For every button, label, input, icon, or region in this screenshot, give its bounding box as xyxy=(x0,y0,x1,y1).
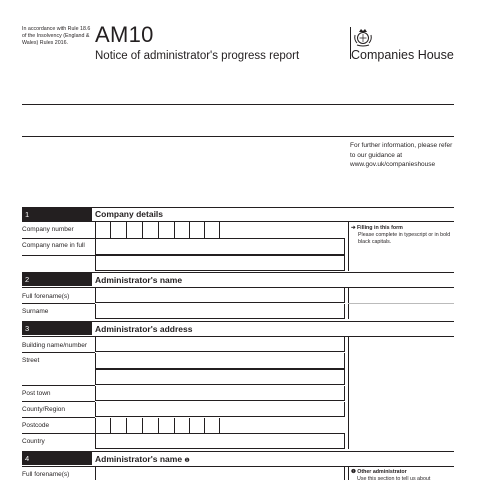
further-information: For further information, please refer to our guidance at www.gov.uk/companieshouse xyxy=(350,142,453,168)
field-label: Company number xyxy=(22,226,74,233)
hint-rule xyxy=(348,303,454,304)
section-number: 3 xyxy=(22,322,92,335)
post-town-input[interactable] xyxy=(95,386,345,401)
company-number-input[interactable] xyxy=(95,222,220,238)
hint-heading: Filling in this form xyxy=(356,225,403,231)
header-rule xyxy=(22,104,454,105)
other-admin-hint xyxy=(351,469,453,480)
field-label: Post town xyxy=(22,390,51,397)
brand-name: Companies House xyxy=(351,48,454,62)
form-code: AM10 xyxy=(95,22,154,47)
note-marker-icon: ❶ xyxy=(351,469,356,475)
admin2-forename-input[interactable] xyxy=(95,467,345,480)
hint-heading: Other administrator xyxy=(357,469,407,475)
field-label: Country xyxy=(22,438,45,445)
field-label: Street xyxy=(22,357,40,364)
field-label: Full forename(s) xyxy=(22,293,70,300)
field-label: Postcode xyxy=(22,422,50,429)
royal-crest-icon xyxy=(352,26,374,48)
section-rule xyxy=(22,221,454,222)
section-number: 1 xyxy=(22,208,92,221)
field-label: Company name in full xyxy=(22,242,85,249)
form-title: Notice of administrator's progress report xyxy=(95,50,300,62)
field-label: Surname xyxy=(22,308,49,315)
header-rule xyxy=(22,136,454,137)
hint-divider xyxy=(348,467,349,480)
hint-body: Use this section to tell us about xyxy=(357,475,431,480)
building-input[interactable] xyxy=(95,337,345,352)
surname-input[interactable] xyxy=(95,304,345,319)
county-input[interactable] xyxy=(95,402,345,417)
postcode-input[interactable] xyxy=(95,418,220,433)
field-label: Full forename(s) xyxy=(22,471,70,478)
company-name-input[interactable] xyxy=(95,239,345,255)
field-rule xyxy=(22,385,95,386)
street-input-line2[interactable] xyxy=(95,369,345,385)
section-title: Company details xyxy=(95,209,164,219)
country-input[interactable] xyxy=(95,434,345,449)
field-rule xyxy=(22,417,95,418)
section-number: 4 xyxy=(22,452,92,465)
field-label: County/Region xyxy=(22,406,65,413)
field-label: Building name/number xyxy=(22,342,88,349)
field-rule xyxy=(22,255,95,256)
arrow-right-icon: ➔ xyxy=(351,225,356,231)
street-input[interactable] xyxy=(95,353,345,369)
legal-reference: In accordance with Rule 18.6 of the Insolvency (England & Wales) Rules 2016. xyxy=(22,26,91,46)
hint-divider xyxy=(348,337,349,449)
section-number: 2 xyxy=(22,273,92,286)
note-marker-icon: ❶ xyxy=(184,458,190,464)
section-title xyxy=(95,454,190,464)
forename-input[interactable] xyxy=(95,288,345,303)
hint-body: Please complete in typescript or in bold black capitals. xyxy=(358,231,451,245)
field-rule xyxy=(22,401,95,402)
field-rule xyxy=(22,303,95,304)
filling-hint xyxy=(351,225,451,245)
section-title: Administrator's name xyxy=(95,275,183,285)
hint-divider xyxy=(348,222,349,271)
company-name-input-line2[interactable] xyxy=(95,255,345,271)
field-rule xyxy=(22,352,95,353)
section-title-text: Administrator's name xyxy=(95,454,183,464)
section-title: Administrator's address xyxy=(95,324,193,334)
